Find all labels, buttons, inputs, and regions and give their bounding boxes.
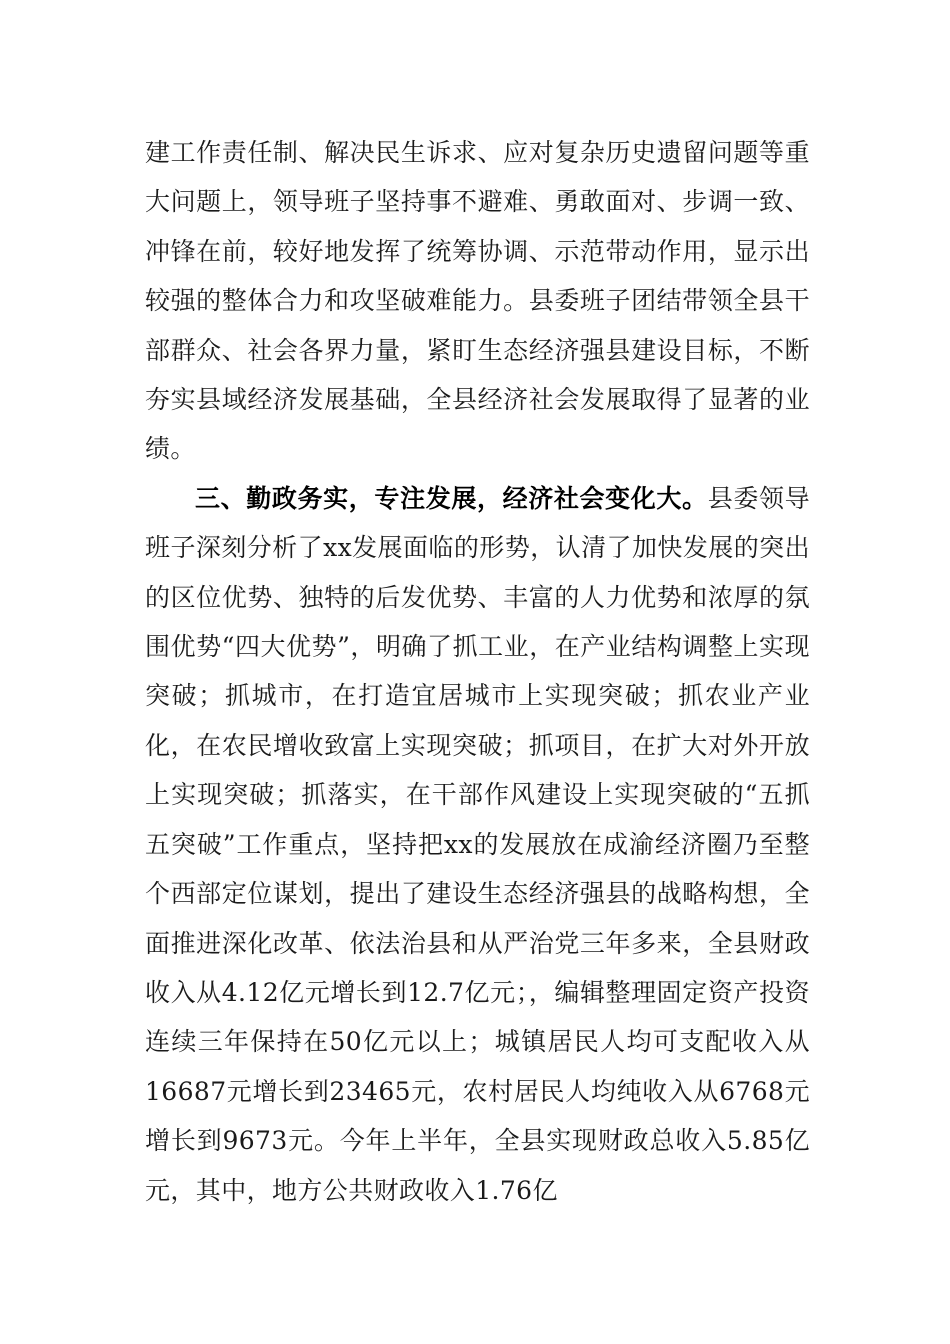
section-heading-three: 三、勤政务实，专注发展，经济社会变化大。 [195,483,708,513]
document-body [145,128,810,1215]
paragraph-section-three [145,474,810,1215]
section-three-body: 县委领导班子深刻分析了xx发展面临的形势，认清了加快发展的突出的区位优势、独特的后发优势、丰富的人力优势和浓厚的氛围优势“四大优势”，明确了抓工业，在产业结构调整上实现突破；抓城市，在打造宜居城市上实现突破；抓农业产业化，在农民增收致富上实现突破；抓项目，在扩大对外开放上实现突破；抓落实，在干部作风建设上实现突破的“五抓五突破”工作重点，坚持把xx的发展放在成渝经济圈乃至整个西部定位谋划，提出了建设生态经济强县的战略构想，全面推进深化改革、依法治县和从严治党三年多来，全县财政收入从4.12亿元增长到12.7亿元；，编辑整理固定资产投资连续三年保持在50亿元以上；城镇居民人均可支配收入从16687元增长到23465元，农村居民人均纯收入从6768元增长到9673元。今年上半年，全县实现财政总收入5.85亿元，其中，地方公共财政收入1.76亿 [145,483,810,1205]
paragraph-continuation: 建工作责任制、解决民生诉求、应对复杂历史遗留问题等重大问题上，领导班子坚持事不避难、勇敢面对、步调一致、冲锋在前，较好地发挥了统筹协调、示范带动作用，显示出较强的整体合力和攻坚破难能力。县委班子团结带领全县干部群众、社会各界力量，紧盯生态经济强县建设目标，不断夯实县域经济发展基础，全县经济社会发展取得了显著的业绩。 [145,138,810,464]
